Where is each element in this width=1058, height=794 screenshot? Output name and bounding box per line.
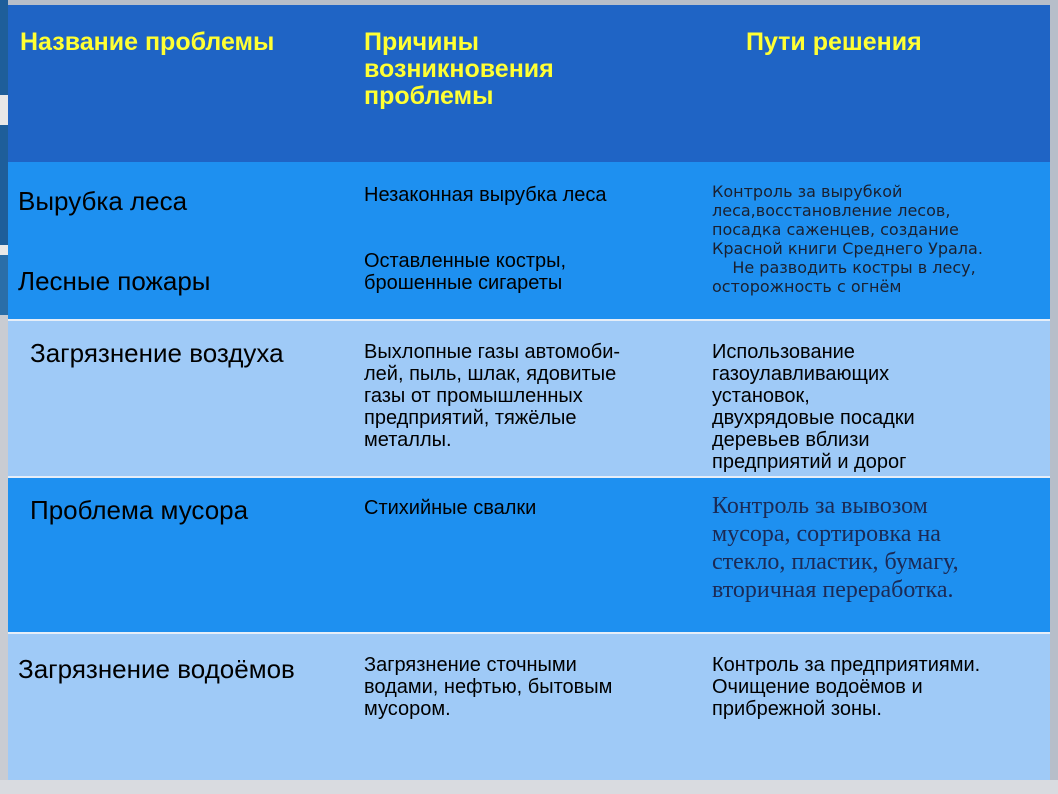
cause-water-pollution: Загрязнение сточными водами, нефтью, бытовым мусором. bbox=[364, 654, 613, 720]
problems-table bbox=[8, 5, 1050, 780]
solution-air-pollution: Использование газоулавливающих установок, двухрядовые посадки деревьев вблизи предприятий и дорог bbox=[712, 341, 915, 473]
table-row-water bbox=[8, 634, 1050, 780]
solution-forest: Контроль за вырубкой леса,восстановление лесов, посадка саженцев, создание Красной книги Среднего Урала. Не разводить костры в лесу, осторожность с огнём bbox=[712, 182, 983, 296]
problem-name-forest-fires: Лесные пожары bbox=[18, 266, 211, 296]
bottom-strip bbox=[0, 780, 1058, 794]
table-row-air bbox=[8, 321, 1050, 476]
cause-forest-fires: Оставленные костры, брошенные сигареты bbox=[364, 250, 567, 294]
left-frame bbox=[0, 0, 8, 794]
header-solutions: Пути решения bbox=[746, 28, 922, 56]
problem-name-air-pollution: Загрязнение воздуха bbox=[30, 338, 284, 368]
problem-name-deforestation: Вырубка леса bbox=[18, 186, 188, 216]
problem-name-water-pollution: Загрязнение водоёмов bbox=[18, 654, 295, 684]
problem-name-garbage: Проблема мусора bbox=[30, 495, 249, 525]
cause-garbage: Стихийные свалки bbox=[364, 497, 537, 519]
table-header-row bbox=[8, 5, 1050, 162]
table-row-garbage bbox=[8, 478, 1050, 632]
cause-deforestation: Незаконная вырубка леса bbox=[364, 184, 607, 206]
header-problem-name: Название проблемы bbox=[20, 28, 275, 56]
solution-water-pollution: Контроль за предприятиями. Очищение водоёмов и прибрежной зоны. bbox=[712, 654, 981, 720]
cause-air-pollution: Выхлопные газы автомоби- лей, пыль, шлак, ядовитые газы от промышленных предприятий, тяжёлые металлы. bbox=[364, 341, 621, 451]
table-row-forest bbox=[8, 162, 1050, 319]
header-causes: Причины возникновения проблемы bbox=[364, 28, 554, 110]
solution-garbage: Контроль за вывозом мусора, сортировка на стекло, пластик, бумагу, вторичная переработка. bbox=[712, 493, 959, 603]
